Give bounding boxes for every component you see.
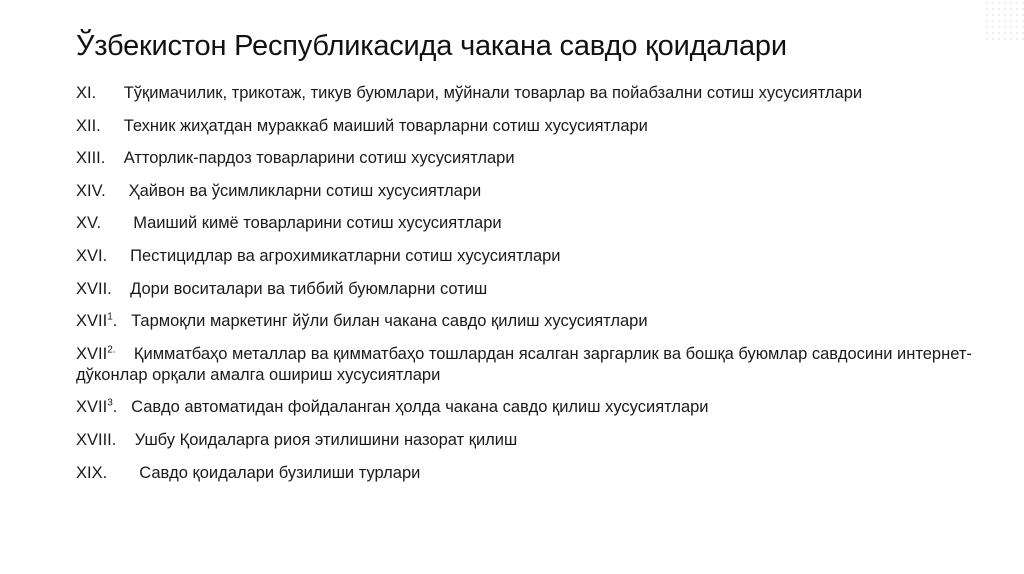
item-number: XIX. <box>76 463 108 482</box>
item-text: Техник жиҳатдан мураккаб маиший товарларни сотиш хусусиятлари <box>123 116 648 135</box>
list-item <box>76 213 976 234</box>
item-number: XVIII. <box>76 430 117 449</box>
items-list <box>76 83 976 495</box>
item-text: Атторлик-пардоз товарларини сотиш хусусиятлари <box>123 149 515 168</box>
list-item <box>76 181 976 202</box>
slide-title: Ўзбекистон Республикасида чакана савдо қоидалари <box>76 30 787 62</box>
item-text: Савдо автоматидан фойдаланган ҳолда чакана савдо қилиш хусусиятлари <box>131 398 709 417</box>
corner-dot-pattern <box>984 0 1024 40</box>
list-item <box>76 279 976 300</box>
item-text: Маиший кимё товарларини сотиш хусусиятлари <box>133 214 502 233</box>
list-item <box>76 116 976 137</box>
item-text: Ҳайвон ва ўсимликларни сотиш хусусиятлари <box>128 181 482 200</box>
list-item: XVII$^3$. Савдо автоматидан фойдаланган ҳолда чакана савдо қилиш хусусиятлари <box>76 397 709 417</box>
item-number: XIII. <box>76 149 106 168</box>
list-item <box>76 430 976 451</box>
item-number: XV. <box>76 214 102 233</box>
item-text: Қимматбаҳо металлар ва қимматбаҳо тошлардан ясалган заргарлик ва бошқа буюмлар савдосини интернет-дўконлар орқали амалга ошириш хусусиятлари <box>76 344 972 384</box>
item-text: Тўқимачилик, трикотаж, тикув буюмлари, мўйнали товарлар ва пойабзални сотиш хусусиятлари <box>123 84 863 102</box>
list-item <box>76 463 976 484</box>
item-number: XVII$^3$ <box>76 397 113 417</box>
item-number: XI. <box>76 84 97 102</box>
list-item <box>76 148 976 169</box>
item-text: Ушбу Қоидаларга риоя этилишини назорат қилиш <box>134 430 518 449</box>
item-text: Дори воситалари ва тиббий буюмларни сотиш <box>130 279 488 298</box>
item-text: Тармоқли маркетинг йўли билан чакана савдо қилиш хусусиятлари <box>131 312 648 331</box>
item-number: XIV. <box>76 181 106 200</box>
item-text: Пестицидлар ва агрохимикатларни сотиш хусусиятлари <box>130 246 561 265</box>
list-item <box>76 344 976 386</box>
list-item: XVII$^1$. Тармоқли маркетинг йўли билан чакана савдо қилиш хусусиятлари <box>76 311 648 331</box>
list-item <box>76 83 976 104</box>
item-text: Савдо қоидалари бузилиши турлари <box>139 463 421 482</box>
item-number: XVI. <box>76 246 108 265</box>
list-item <box>76 246 976 267</box>
item-number: XVII. <box>76 279 112 298</box>
item-number: $XVII^{2.}$ <box>76 344 116 363</box>
item-number: XII. <box>76 116 101 135</box>
item-number: XVII$^1$ <box>76 311 113 331</box>
